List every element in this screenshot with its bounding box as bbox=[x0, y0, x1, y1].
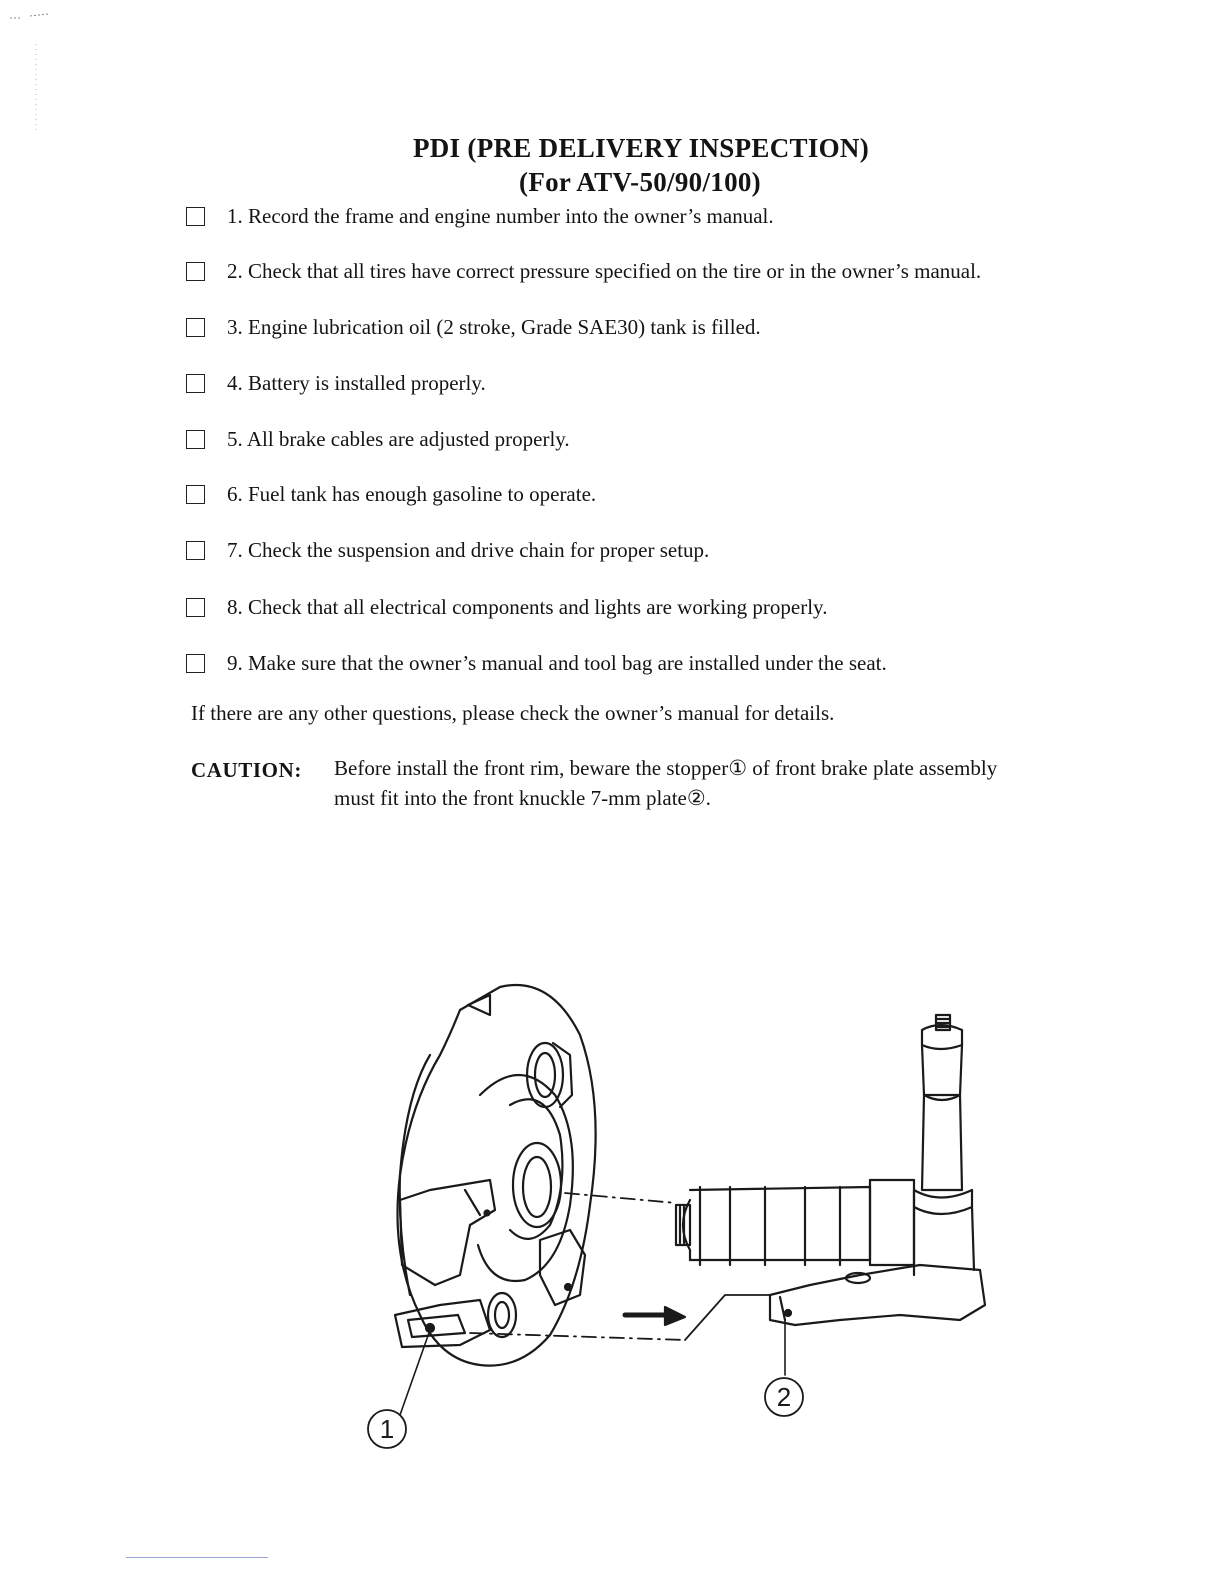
checklist-item bbox=[186, 368, 486, 398]
document-title: PDI (PRE DELIVERY INSPECTION) bbox=[412, 133, 870, 163]
checklist-item-label: 8. Check that all electrical components and lights are working properly. bbox=[227, 594, 828, 619]
direction-arrow bbox=[625, 1307, 685, 1325]
checklist-item bbox=[186, 201, 774, 231]
document-subtitle: (For ATV-50/90/100) bbox=[519, 167, 761, 197]
checklist-item-label: 1. Record the frame and engine number into the owner’s manual. bbox=[227, 203, 774, 228]
brake-plate-assembly bbox=[395, 985, 596, 1366]
footer-rule bbox=[126, 1557, 268, 1558]
details-note: If there are any other questions, please check the owner’s manual for details. bbox=[191, 701, 835, 725]
front-knuckle bbox=[676, 1015, 985, 1325]
checklist-item bbox=[186, 592, 827, 622]
callout-2-label: 2 bbox=[776, 1382, 792, 1412]
callout-2 bbox=[765, 1378, 803, 1416]
checkbox[interactable] bbox=[186, 430, 205, 449]
checklist-item-label: 9. Make sure that the owner’s manual and tool bag are installed under the seat. bbox=[227, 650, 887, 675]
checkbox[interactable] bbox=[186, 485, 205, 504]
checklist-item bbox=[186, 256, 981, 286]
callout-1 bbox=[368, 1410, 406, 1448]
checkbox[interactable] bbox=[186, 262, 205, 281]
caution-text-line: Before install the front rim, beware the stopper① of front brake plate assembly bbox=[334, 756, 998, 780]
checklist-item bbox=[186, 648, 887, 678]
callout-1-label: 1 bbox=[379, 1414, 395, 1444]
checkbox[interactable] bbox=[186, 598, 205, 617]
caution-label: CAUTION: bbox=[191, 758, 302, 782]
checkbox[interactable] bbox=[186, 654, 205, 673]
checklist-item-label: 3. Engine lubrication oil (2 stroke, Grade SAE30) tank is filled. bbox=[227, 314, 761, 339]
checklist-item bbox=[186, 424, 570, 454]
scan-corner-mark bbox=[8, 4, 58, 134]
brake-plate-knuckle-diagram bbox=[340, 975, 1000, 1475]
caution-text-line: must fit into the front knuckle 7-mm plate②. bbox=[334, 786, 711, 810]
checklist-item-label: 4. Battery is installed properly. bbox=[227, 370, 486, 395]
checkbox[interactable] bbox=[186, 541, 205, 560]
checklist-item-label: 5. All brake cables are adjusted properly. bbox=[227, 426, 570, 451]
checklist-item-label: 2. Check that all tires have correct pressure specified on the tire or in the owner’s manual. bbox=[227, 258, 982, 283]
checklist-item-label: 6. Fuel tank has enough gasoline to operate. bbox=[227, 481, 597, 506]
checkbox[interactable] bbox=[186, 207, 205, 226]
checklist-item bbox=[186, 535, 709, 565]
checklist-item bbox=[186, 312, 761, 342]
checklist-item bbox=[186, 479, 596, 509]
checkbox[interactable] bbox=[186, 374, 205, 393]
checklist-item-label: 7. Check the suspension and drive chain for proper setup. bbox=[227, 537, 710, 562]
checkbox[interactable] bbox=[186, 318, 205, 337]
